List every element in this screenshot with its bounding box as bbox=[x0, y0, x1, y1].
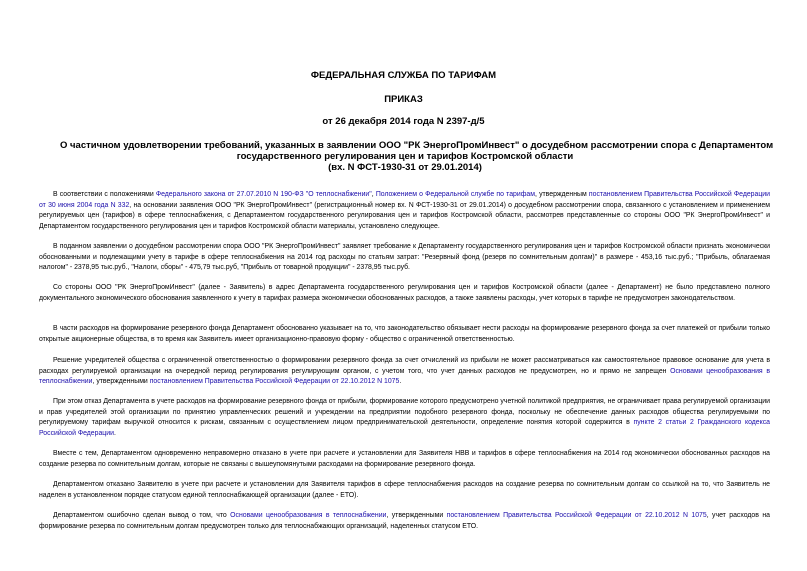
paragraph-text: Со стороны ООО "РК ЭнергоПромИнвест" (далее - Заявитель) в адрес Департамента государственного регулирования цен и тарифов Костромской области (далее - Департамент) не было представлено полного документального экономического обоснования заявленного к учету в тарифах размера экономически обоснованных расходов, а также заявлены расходы, учет которых в тарифе не предусмотрен законодательством. bbox=[39, 284, 770, 302]
paragraph-text: . bbox=[399, 378, 402, 386]
paragraph-text: Решение учредителей общества с ограниченной ответственностью о формировании резервного фонда за счет отчислений из прибыли не может рассматриваться как самостоятельное правовое основание для учета в расходах регулируемой организации на очередной период регулирования регулирующим органом, с учетом того, что учет данных расходов не предусмотрен, но и прямо не запрещен bbox=[39, 357, 770, 375]
legal-reference-link[interactable]: Федерального закона от 27.07.2010 N 190-ФЗ "О теплоснабжении" bbox=[155, 191, 372, 198]
paragraph-2 bbox=[39, 242, 770, 274]
document-type: ПРИКАЗ bbox=[384, 94, 423, 105]
paragraph-8 bbox=[39, 480, 770, 501]
legal-reference-link[interactable]: Основами ценообразования в теплоснабжении bbox=[230, 512, 387, 519]
paragraph-text: , утвержденными bbox=[386, 512, 447, 519]
paragraph-text: Департаментом ошибочно сделан вывод о том, что bbox=[53, 512, 231, 519]
paragraph-text: Департаментом отказано Заявителю в учете при расчете и установлении для Заявителя тарифов в сфере теплоснабжения расходов на создание резерва по сомнительным долгам со ссылкой на то, что Заявитель не наделен в установленном порядке статусом единой теплоснабжающей организации (далее - ЕТО). bbox=[39, 481, 770, 499]
paragraph-text: В поданном заявлении о досудебном рассмотрении спора ООО "РК ЭнергоПромИнвест" заявляет требование к Департаменту государственного регулирования цен и тарифов Костромской области признать экономически обоснованными и подлежащими учету в тарифе в сфере теплоснабжения на 2014 год расходы по статьям затрат: "Резервный фонд (резерв по сомнительным долгам)" в размере - 453,16 тыс.руб.; "Прибыль, облагаемая налогом" - 2378,95 тыс.руб., "Налоги, сборы" - 475,79 тыс.руб, "Прибыль от товарной продукции" - 2378,95 тыс.руб. bbox=[39, 243, 770, 272]
paragraph-3 bbox=[39, 283, 770, 304]
paragraph-text: , на основании заявления ООО "РК ЭнергоПромИнвест" (регистрационный номер вх. N ФСТ-1930-31 от 29.01.2014) о досудебном рассмотрении спора, связанного с установлением и применением регулируемых цен (тарифов) в сфере теплоснабжения, с Департаментом государственного регулирования цен и тарифов Костромской области, рассмотрев представленные со стороны ООО "РК ЭнергоПромИнвест" и Департаментом государственного регулирования цен и тарифов Костромской области материалы, установлено следующее. bbox=[39, 201, 770, 230]
legal-reference-link[interactable]: Основами ценообразования в теплоснабжении bbox=[39, 367, 770, 386]
issuing-organization: ФЕДЕРАЛЬНАЯ СЛУЖБА ПО ТАРИФАМ bbox=[310, 70, 497, 81]
paragraph-7 bbox=[39, 449, 770, 470]
paragraph-text: В части расходов на формирование резервного фонда Департамент обоснованно указывает на то, что законодательство обязывает нести расходы на формирование резервного фонда за счет платежей от прибыли только открытые акционерные общества, в то время как Заявитель имеет организационно-правовую форму - общество с ограниченной ответственностью. bbox=[39, 325, 770, 343]
paragraph-text: , утвержденным bbox=[534, 191, 589, 198]
document-title-line-3: (вх. N ФСТ-1930-31 от 29.01.2014) bbox=[328, 162, 482, 173]
legal-reference-link[interactable]: постановлением Правительства Российской Федерации от 22.10.2012 N 1075 bbox=[446, 512, 707, 519]
legal-reference-link[interactable]: Положением о Федеральной службе по тарифам bbox=[375, 191, 535, 198]
paragraph-text: , bbox=[371, 191, 376, 198]
paragraph-9 bbox=[39, 511, 770, 532]
document-title-line-2: государственного регулирования цен и тарифов Костромской области bbox=[236, 151, 574, 162]
paragraph-1 bbox=[39, 190, 770, 232]
paragraph-text: В соответствии с положениями bbox=[53, 191, 156, 198]
paragraph-4 bbox=[39, 324, 770, 345]
paragraph-text: Вместе с тем, Департаментом одновременно неправомерно отказано в учете при расчете и установлении для Заявителя НВВ и тарифов в сфере теплоснабжения на 2014 год экономически обоснованных расходов на создание резерва по сомнительным долгам, которые не связаны с вышеупомянутыми расходами на формирование резервного фонда. bbox=[39, 450, 770, 468]
legal-reference-link[interactable]: постановлением Правительства Российской Федерации от 22.10.2012 N 1075 bbox=[149, 378, 400, 386]
paragraph-text: , учет расходов на формирование резерва по сомнительным долгам предусмотрен только для теплоснабжающих организаций, наделенных статусом ЕТО. bbox=[39, 512, 770, 530]
document-date-number: от 26 декабря 2014 года N 2397-д/5 bbox=[322, 116, 485, 127]
paragraph-text: , утвержденными bbox=[92, 378, 150, 386]
legal-reference-link[interactable]: пункте 2 статьи 2 Гражданского кодекса Российской Федерации bbox=[39, 419, 770, 437]
legal-reference-link[interactable]: постановлением Правительства Российской Федерации от 30 июня 2004 года N 332 bbox=[39, 191, 770, 209]
paragraph-6 bbox=[39, 397, 770, 439]
paragraph-5 bbox=[39, 356, 770, 388]
document-title-line-1: О частичном удовлетворении требований, указанных в заявлении ООО "РК ЭнергоПромИнвест" о досудебном рассмотрении спора с Департаментом bbox=[60, 140, 774, 151]
paragraph-text: . bbox=[113, 429, 116, 437]
document-title bbox=[60, 140, 774, 173]
paragraph-text: При этом отказ Департамента в учете расходов на формирование резервного фонда от прибыли, формирование которого предусмотрено учетной политикой предприятия, не ограничивает права регулируемой организации и прав учредителей этой организации по принятию управленческих решений и учреждении на предприятии подобного резервного фонда, поскольку не обеспечение данных расходов общества регулируемыми по регулируемому тарифам выручкой относится к рискам, связанным с осуществлением лицом предпринимательской деятельности, определение понятия которой содержится в bbox=[39, 398, 770, 427]
